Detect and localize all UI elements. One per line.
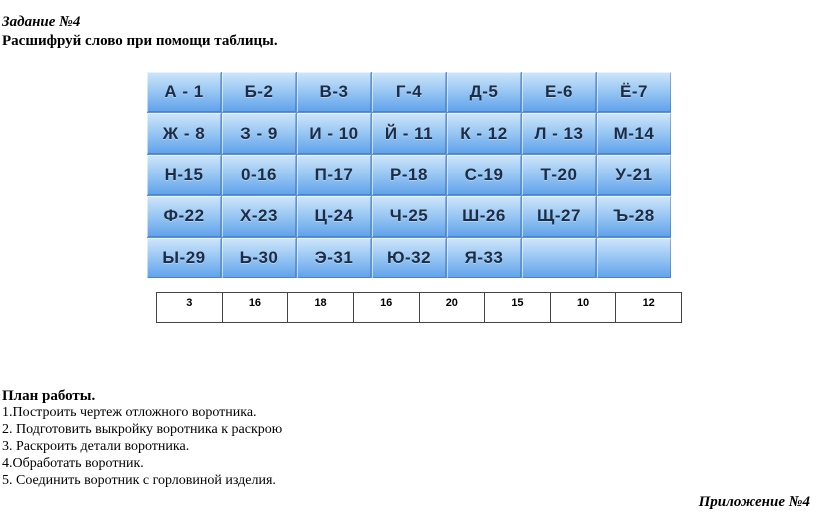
task-instruction: Расшифруй слово при помощи таблицы. xyxy=(2,33,278,49)
cipher-cell: Ц-24 xyxy=(297,196,371,236)
cipher-cell: А - 1 xyxy=(147,72,221,112)
cipher-cell: Г-4 xyxy=(372,72,446,112)
cipher-cell: М-14 xyxy=(597,113,671,153)
cipher-cell: 0-16 xyxy=(222,155,296,195)
cipher-cell: Д-5 xyxy=(447,72,521,112)
cipher-cell: Ж - 8 xyxy=(147,113,221,153)
plan-step: 5. Соединить воротник с горловиной изделия. xyxy=(2,473,276,488)
cipher-cell: Т-20 xyxy=(522,155,596,195)
cipher-cell: С-19 xyxy=(447,155,521,195)
cipher-cell: Ф-22 xyxy=(147,196,221,236)
task-title: Задание №4 xyxy=(2,14,81,30)
code-cell: 20 xyxy=(419,293,485,323)
cipher-cell: Б-2 xyxy=(222,72,296,112)
cipher-cell: З - 9 xyxy=(222,113,296,153)
cipher-cell: Щ-27 xyxy=(522,196,596,236)
cipher-cell: У-21 xyxy=(597,155,671,195)
code-cell: 16 xyxy=(222,293,288,323)
cipher-cell: Ю-32 xyxy=(372,238,446,278)
cipher-cell: Х-23 xyxy=(222,196,296,236)
appendix-label: Приложение №4 xyxy=(698,494,810,510)
cipher-cell-empty xyxy=(597,238,671,278)
cipher-table xyxy=(147,72,671,278)
cipher-cell: Е-6 xyxy=(522,72,596,112)
code-cell: 12 xyxy=(616,293,682,323)
cipher-cell: К - 12 xyxy=(447,113,521,153)
cipher-cell: Н-15 xyxy=(147,155,221,195)
cipher-cell: Ч-25 xyxy=(372,196,446,236)
cipher-cell: П-17 xyxy=(297,155,371,195)
code-cell: 3 xyxy=(157,293,223,323)
cipher-cell: В-3 xyxy=(297,72,371,112)
cipher-cell: Й - 11 xyxy=(372,113,446,153)
cipher-cell: Р-18 xyxy=(372,155,446,195)
cipher-cell: Э-31 xyxy=(297,238,371,278)
cipher-cell-empty xyxy=(522,238,596,278)
plan-list xyxy=(2,404,282,489)
plan-step: 1.Построить чертеж отложного воротника. xyxy=(2,405,257,420)
cipher-cell: Ы-29 xyxy=(147,238,221,278)
code-cell: 16 xyxy=(353,293,419,323)
cipher-cell: Л - 13 xyxy=(522,113,596,153)
plan-step: 4.Обработать воротник. xyxy=(2,456,144,471)
plan-step: 2. Подготовить выкройку воротника к раскрою xyxy=(2,422,283,437)
code-cell: 18 xyxy=(288,293,354,323)
code-cell: 15 xyxy=(485,293,551,323)
plan-step: 3. Раскроить детали воротника. xyxy=(2,439,190,454)
code-row xyxy=(157,293,682,323)
cipher-cell: Ь-30 xyxy=(222,238,296,278)
cipher-cell: Я-33 xyxy=(447,238,521,278)
cipher-cell: И - 10 xyxy=(297,113,371,153)
cipher-cell: Ё-7 xyxy=(597,72,671,112)
plan-title: План работы. xyxy=(2,388,96,404)
cipher-cell: Ш-26 xyxy=(447,196,521,236)
code-cell: 10 xyxy=(550,293,616,323)
cipher-cell: Ъ-28 xyxy=(597,196,671,236)
code-table xyxy=(156,292,682,323)
